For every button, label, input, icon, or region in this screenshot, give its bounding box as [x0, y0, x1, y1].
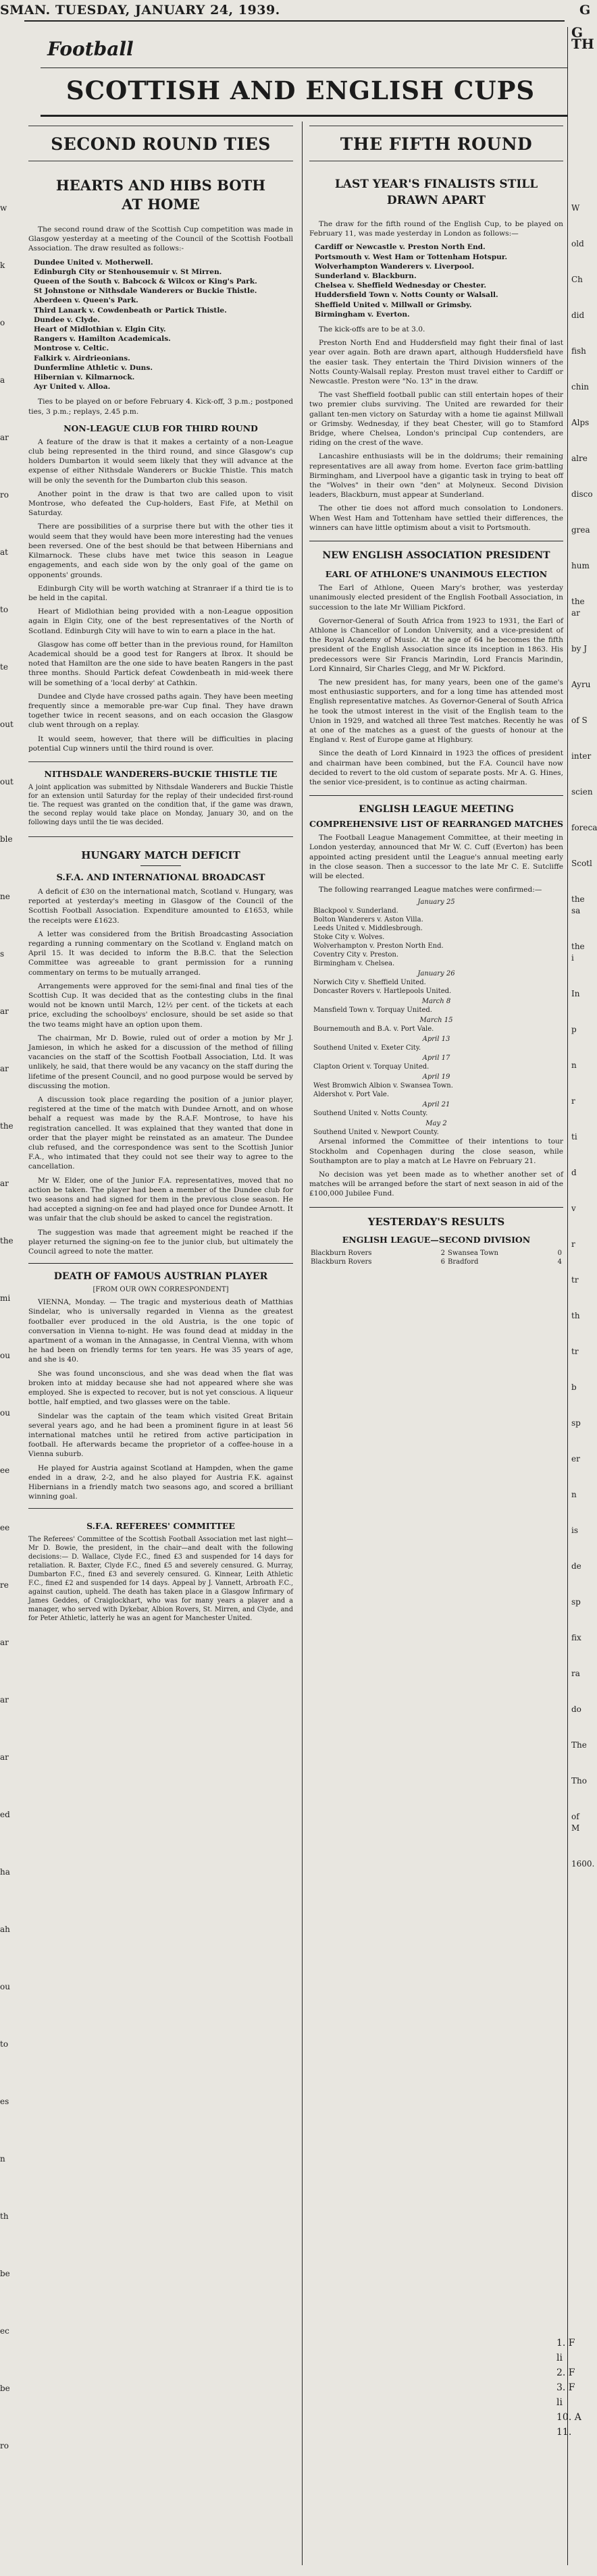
body-paragraph: Sindelar was the captain of the team which visited Great Britain several years ago, and he had been a prominent figure in at least 56 international matches until he retired from active participation in football. He afterwards became the proprietor of a coffee-house in a Vienna suburb. — [28, 1412, 293, 1459]
league-body — [309, 833, 563, 894]
fixture-date: January 26 — [417, 970, 455, 978]
death-rule — [28, 1263, 293, 1264]
sfa-heading: S.F.A. AND INTERNATIONAL BROADCAST — [56, 872, 265, 883]
left-ties-note: Ties to be played on or before February 4. Kick-off, 3 p.m.; postponed ties, 3 p.m.; replays, 2.45 p.m. — [28, 398, 293, 416]
fixture-match: Mansfield Town v. Torquay United. — [313, 1007, 432, 1015]
tie-item: Wolverhampton Wanderers v. Liverpool. — [315, 262, 475, 271]
right-edge-fragment: is — [571, 1526, 578, 1535]
non-league-heading: NON-LEAGUE CLUB FOR THIRD ROUND — [63, 423, 258, 433]
result-away-score: 4 — [557, 1258, 562, 1266]
left-title-box — [28, 126, 293, 161]
referees-text: The Referees' Committee of the Scottish Football Association met last night—Mr D. Bowie, the president, in the chair—and dealt with the following decisions:— D. Wallace, Clyde F.C., fined £3 and suspended for 14 days for retaliation. R. Baxter, Clyde F.C., fined £5 and severely censured. G. Murray, Dumbarton F.C., fined £3 and severely censured. G. Kinnear, Leith Athletic F.C., fined £2 and suspended for 14 days. Appeal by J. Vannett, Arbroath F.C., against caution, upheld. The death has taken place in a Glasgow Infirmary of James Geddes, of Craiglockhart, who was for many years a player and a manager, who served with Dykebar, Albion Rovers, St. Mirren, and Clyde, and for Peter Athletic, latterly he was an agent for Manchester United. — [28, 1536, 293, 1623]
body-paragraph: The Football League Management Committee, at their meeting in London yesterday, announced that Mr W. C. Cuff (Everton) has been appointed acting president until the League's annual meeting early in the close season. Then a successor to the late Mr C. E. Sutcliffe will be elected. — [309, 834, 563, 880]
tie-item: Queen of the South v. Babcock & Wilcox or King's Park. — [34, 277, 257, 286]
right-edge-fragment: disco — [571, 489, 593, 499]
fixture-match: Leeds United v. Middlesbrough. — [313, 925, 423, 933]
body-paragraph: There are possibilities of a surprise there but with the other ties it would seem that they would have been more interesting had the venues been reversed. One of the best should be that between Hibernians and Kilmarnock. These clubs have met twice this season in League engagements, and each side won by the only goal of the game on opponents' grounds. — [28, 522, 293, 579]
nithsdale-box — [28, 761, 293, 837]
kickoff-note: The kick-offs are to be at 3.0. — [319, 325, 425, 334]
result-home: Blackburn Rovers — [311, 1258, 372, 1266]
results-subheading: ENGLISH LEAGUE—SECOND DIVISION — [342, 1234, 531, 1245]
league-tail — [309, 1137, 563, 1198]
left-edge-fragment: a — [0, 375, 5, 385]
body-paragraph: The suggestion was made that agreement might be reached if the player returned the signing-on fee to the junior club, but ultimately the Council agreed to note the matter. — [28, 1228, 293, 1256]
fixture-match: Bournemouth and B.A. v. Port Vale. — [313, 1025, 434, 1034]
right-edge-fragment: b — [571, 1383, 577, 1392]
left-edge-fragment: mi — [0, 1293, 11, 1303]
column-divider — [302, 122, 303, 2565]
tie-item: Ayr United v. Alloa. — [34, 383, 111, 392]
body-paragraph: She was found unconscious, and she was dead when the flat was broken into at midday because she had not appeared where she was employed. She is expected to recover, but is not yet conscious. A liqueur bottle, half emptied, and two glasses were on the table. — [28, 1369, 293, 1407]
results-rule — [309, 1207, 563, 1208]
body-paragraph: A letter was considered from the British Broadcasting Association regarding a running commentary on the Scotland v. England match on April 15. It was decided to inform the B.B.C. that the Selection Committee was agreeable to grant permission for a running commentary on terms to be mutually arranged. — [28, 930, 293, 977]
body-paragraph: The new president has, for many years, been one of the game's most enthusiastic supporters, and for a long time has attended most English representative matches. As Governor-General of South Africa he took the utmost interest in the visit of the English team to the Union in 1929, and watched all three Test matches. Recently he was at one of the matches as a guest of the guests of honour at the England v. Rest of Europe game at Highbury. — [309, 678, 563, 745]
left-edge-fragment: th — [0, 2211, 9, 2221]
body-paragraph: No decision was yet been made as to whether another set of matches will be arranged before the start of next season in aid of the £100,000 Jubilee Fund. — [309, 1170, 563, 1198]
left-edge-fragment: at — [0, 547, 8, 557]
body-paragraph: Preston North End and Huddersfield may fight their final of last year over again. Both are drawn apart, although Huddersfield have the easier task. They entertain the Third Division winners of the Notts County-Walsall replay. Preston must travel either to Cardiff or Newcastle. Preston were "No. 13" in the draw. — [309, 339, 563, 386]
body-paragraph: Governor-General of South Africa from 1923 to 1931, the Earl of Athlone is Chancellor of London University, and a vice-president of the Royal Academy of Music. At the age of 64 he becomes the fifth president of the English Association since its inception in 1863. His predecessors were Sir Francis Marindin, Lord Francis Marindin, Lord Kinnaird, Sir Charles Clegg, and Mr W. Pickford. — [309, 616, 563, 673]
hungary-rule — [140, 865, 181, 866]
tie-item: Heart of Midlothian v. Elgin City. — [34, 325, 166, 334]
result-row — [309, 1249, 563, 1258]
right-edge-fragment: fix — [571, 1633, 581, 1642]
right-edge-fragment: Scotl — [571, 859, 592, 868]
body-paragraph: Heart of Midlothian being provided with a non-League opposition again in Elgin City, one of the best representatives of the North of Scotland. Edinburgh City will have to win to earn a place in the hat. — [28, 608, 293, 635]
tie-item: Huddersfield Town v. Notts County or Walsall. — [315, 291, 498, 300]
right-edge-fragment: fish — [571, 346, 586, 356]
left-edge-fragment: ah — [0, 1925, 10, 1934]
body-paragraph: The other tie does not afford much consolation to Londoners. When West Ham and Tottenham have settled their differences, the winners can have little optimism about a visit to Portsmouth. — [309, 504, 563, 532]
body-paragraph: A deficit of £30 on the international match, Scotland v. Hungary, was reported at yesterday's meeting in Glasgow of the Council of the Scottish Football Association. Expenditure amounted to £1653, while the receipts were £1623. — [28, 887, 293, 925]
tie-item: Hibernian v. Kilmarnock. — [34, 373, 135, 382]
right-edge-fragment: scien — [571, 787, 593, 797]
nithsdale-text: A joint application was submitted by Nithsdale Wanderers and Buckie Thistle for an extension until Saturday for the replay of their undecided first-round tie. The request was granted on the condition that, if the game was drawn, the second replay would take place on Monday, January 30, and on the following days until the tie was decided. — [28, 783, 293, 826]
left-edge-fragment: re — [0, 1580, 9, 1590]
tie-item: Portsmouth v. West Ham or Tottenham Hotspur. — [315, 252, 508, 261]
body-paragraph: Arsenal informed the Committee of their intentions to tour Stockholm and Copenhagen during the close season, while Southampton are to play a match at Le Havre on February 21. — [309, 1137, 563, 1165]
referees-box — [28, 1508, 293, 1623]
left-edge-fragment: ed — [0, 1810, 10, 1819]
left-edge-fragment: w — [0, 203, 7, 213]
right-edge-fragment: In — [571, 989, 580, 998]
right-subtitle: LAST YEAR'S FINALISTS STILL DRAWN APART — [334, 178, 538, 207]
english-ties-list — [315, 242, 563, 319]
right-edge-list-item: li — [556, 2353, 563, 2363]
left-title: SECOND ROUND TIES — [51, 134, 271, 154]
right-edge-fragment: Alps — [571, 418, 590, 427]
right-edge-fragment: ra — [571, 1669, 580, 1678]
left-subtitle-wrap — [28, 176, 293, 214]
result-away: Swansea Town — [448, 1249, 498, 1257]
left-edge-fragment: te — [0, 662, 8, 672]
body-paragraph: A discussion took place regarding the position of a junior player, registered at the time of the match with Dundee Arnott, and on whose behalf a request was made by the R.A.F. Montrose, to have his registration cancelled. It was explained that they wanted that done in order that the player might be reinstated as an amateur. The Dundee club refused, and the correspondence was sent to the Scottish Junior F.A., who intimated that they could not see their way to agree to the cancellation. — [28, 1096, 293, 1171]
body-paragraph: VIENNA, Monday. — The tragic and mysterious death of Matthias Sindelar, who is universally regarded in Vienna as the greatest footballer ever produced in the old Austria, is the one topic of conversation in Vienna to-night. He was found dead at midday in the apartment of a woman in the Annagasse, in Central Vienna, with whom he had been on friendly terms for ten years. He was 35 years of age, and she is 40. — [28, 1298, 293, 1364]
tie-item: Dunfermline Athletic v. Duns. — [34, 363, 153, 372]
tie-item: Falkirk v. Airdrieonians. — [34, 354, 130, 363]
league-rule — [309, 795, 563, 796]
referees-heading: S.F.A. REFEREES' COMMITTEE — [86, 1521, 235, 1532]
body-paragraph: Edinburgh City will be worth watching at Stranraer if a third tie is to be held in the capital. — [28, 584, 293, 602]
left-edge-fragment: ne — [0, 892, 10, 901]
left-edge-fragment: ha — [0, 1867, 10, 1877]
death-subheading: [FROM OUR OWN CORRESPONDENT] — [93, 1286, 229, 1294]
masthead-date: SMAN. TUESDAY, JANUARY 24, 1939. — [0, 3, 280, 18]
left-edge-fragment: k — [0, 261, 5, 270]
fixture-date: April 17 — [422, 1054, 450, 1063]
right-edge-head-line: G — [571, 24, 583, 41]
body-paragraph: The Earl of Athlone, Queen Mary's brother, was yesterday unanimously elected president of the English Football Association, in succession to the late Mr William Pickford. — [309, 584, 563, 612]
fixture-match: Birmingham v. Chelsea. — [313, 960, 395, 968]
left-edge-fragment: ou — [0, 1408, 10, 1418]
right-intro: The draw for the fifth round of the English Cup, to be played on February 11, was made yesterday in London as follows:— — [309, 220, 563, 238]
right-edge-fragment: r — [571, 1096, 575, 1106]
tie-item: Edinburgh City or Stenhousemuir v. St Mirren. — [34, 267, 222, 276]
right-edge-fragment: Tho — [571, 1776, 587, 1786]
right-edge-fragment: alre — [571, 454, 588, 463]
right-edge-head — [571, 24, 594, 52]
left-edge-fragment: n — [0, 2154, 5, 2164]
result-home-score: 2 — [440, 1249, 446, 1257]
fixture-match: West Bromwich Albion v. Swansea Town. — [313, 1082, 453, 1090]
left-edge-fragment: ou — [0, 1982, 10, 1991]
right-edge-fragment: the sa — [571, 894, 585, 915]
fixture-date: May 2 — [425, 1120, 447, 1128]
tie-item: Dundee United v. Motherwell. — [34, 258, 153, 267]
right-edge-fragment: of S — [571, 716, 588, 725]
right-edge-fragment: did — [571, 311, 585, 320]
body-paragraph: Dundee and Clyde have crossed paths again. They have been meeting frequently since a memorable pre-war Cup final. They have drawn together twice in recent seasons, and on each occasion the Glasgow club went through on a replay. — [28, 692, 293, 730]
main-headline: SCOTTISH AND ENGLISH CUPS — [66, 76, 536, 105]
body-paragraph: Arrangements were approved for the semi-final and final ties of the Scottish Cup. It was decided that as the contesting clubs in the final would not be known until March, 12½ per cent. of the tickets at each price, excluding the schoolboys' enclosure, should be set aside so that the two teams might have an option upon them. — [28, 982, 293, 1029]
result-home-score: 6 — [440, 1258, 446, 1266]
result-away: Bradford — [448, 1258, 479, 1266]
fixture-match: Southend United v. Notts County. — [313, 1110, 428, 1118]
section-label: Football — [47, 38, 134, 60]
masthead — [0, 0, 589, 19]
fa-heading: NEW ENGLISH ASSOCIATION PRESIDENT — [322, 550, 550, 562]
body-paragraph: Glasgow has come off better than in the previous round, for Hamilton Academical should be a good test for Rangers at Ibrox. It should be noted that Hamilton are the one side to have beaten Rangers in the past three months. Should Partick defeat Cowdenbeath in mid-week there will be something of a 'local derby' at Cathkin. — [28, 640, 293, 687]
result-home: Blackburn Rovers — [311, 1249, 372, 1257]
fixture-match: Bolton Wanderers v. Aston Villa. — [313, 916, 423, 924]
left-edge-fragment: s — [0, 949, 5, 959]
body-paragraph: The chairman, Mr D. Bowie, ruled out of order a motion by Mr J. Jamieson, in which he asked for a discussion of the method of filling vacancies on the staff of the Scottish Football Association, Ltd. It was unlikely, he said, that there would be any vacancy on the staff during the lifetime of the present Council, and no good purpose would be served by discussing the motion. — [28, 1034, 293, 1090]
body-paragraph: Lancashire enthusiasts will be in the doldrums; their remaining representatives are all away from home. Everton face grim-battling Birmingham, and Liverpool have a gigantic task in trying to beat off the "Wolves" in their own "den" at Molyneux. Second Division leaders, Blackburn, must appear at Sunderland. — [309, 452, 563, 500]
tie-item: Birmingham v. Everton. — [315, 310, 410, 319]
right-edge-list-item: 11. — [556, 2427, 572, 2438]
body-paragraph: He played for Austria against Scotland at Hampden, when the game ended in a draw, 2-2, and he also played for Austria F.K. against Hibernians in a friendly match two seasons ago, and scored a brilliant winning goal. — [28, 1464, 293, 1501]
fa-subheading: EARL OF ATHLONE'S UNANIMOUS ELECTION — [325, 569, 548, 580]
left-edge-fragment: ar — [0, 1179, 9, 1188]
body-paragraph: The vast Sheffield football public can still entertain hopes of their two premier clubs surviving. The United are rewarded for their gallant ten-men victory on Saturday with a home tie against Millwall or Grimsby. Wednesday, if they beat Chester, will go to Stamford Bridge, where Chelsea, London's principal Cup contenders, are riding on the crest of the wave. — [309, 391, 563, 448]
left-edge-fragment: es — [0, 2097, 9, 2106]
tie-item: Rangers v. Hamilton Academicals. — [34, 335, 171, 344]
left-subtitle: HEARTS AND HIBS BOTH AT HOME — [55, 177, 266, 213]
tie-item: Chelsea v. Sheffield Wednesday or Chester. — [315, 281, 487, 290]
right-edge-fragment: the i — [571, 942, 585, 963]
results-heading: YESTERDAY'S RESULTS — [367, 1215, 505, 1228]
fixture-match: Aldershot v. Port Vale. — [313, 1091, 390, 1099]
hungary-body — [28, 887, 293, 1256]
right-edge-fragment: Ayru — [571, 680, 591, 689]
league-subheading: COMPREHENSIVE LIST OF REARRANGED MATCHES — [309, 819, 564, 830]
right-edge-fragment: inter — [571, 751, 592, 761]
left-edge-fragment: out — [0, 777, 14, 786]
scottish-ties-list — [34, 258, 293, 392]
right-edge-fragment: do — [571, 1705, 581, 1714]
right-edge-head-line: TH — [571, 36, 594, 52]
right-edge-fragment: r — [571, 1239, 575, 1249]
fixture-match: Coventry City v. Preston. — [313, 951, 399, 959]
right-edge-fragment: foreca — [571, 823, 597, 832]
left-edge-fragment: to — [0, 605, 9, 614]
fixture-date: April 21 — [422, 1101, 450, 1109]
left-edge-fragment: ble — [0, 834, 13, 844]
masthead-rule — [24, 20, 565, 22]
body-paragraph: Since the death of Lord Kinnaird in 1923 the offices of president and chairman have been combined, but the F.A. Council have now decided to revert to the old custom of separate posts. Mr A. G. Hines, the senior vice-president, is to continue as acting chairman. — [309, 749, 563, 786]
right-edge-fragment: d — [571, 1168, 577, 1177]
right-edge-fragment: n — [571, 1061, 577, 1070]
right-title: THE FIFTH ROUND — [340, 134, 533, 154]
tie-item: Sheffield United v. Millwall or Grimsby. — [315, 300, 472, 309]
right-edge-list-item: li — [556, 2397, 563, 2408]
left-edge-fragment: ar — [0, 1752, 9, 1762]
left-body — [28, 437, 293, 753]
left-edge-fragment: ar — [0, 1638, 9, 1647]
right-title-box — [309, 126, 563, 161]
right-edge-fragment: W — [571, 203, 580, 213]
left-edge-fragment: to — [0, 2039, 9, 2049]
left-edge-fragment: the — [0, 1121, 14, 1131]
left-edge-fragment: be — [0, 2384, 10, 2393]
body-paragraph: The following rearranged League matches were confirmed:— — [319, 886, 542, 894]
right-edge-fragment: the ar — [571, 597, 585, 618]
fixture-match: Southend United v. Exeter City. — [313, 1044, 421, 1052]
fixture-match: Stoke City v. Wolves. — [313, 934, 385, 942]
left-edge-fragment: ro — [0, 2441, 9, 2450]
right-column — [309, 126, 563, 2569]
right-edge-list-item: 10. A — [556, 2412, 581, 2423]
right-edge-fragment: hum — [571, 561, 590, 570]
right-edge-fragment: sp — [571, 1597, 581, 1607]
right-edge-list-item: 3. F — [556, 2382, 575, 2393]
fixture-date: April 19 — [422, 1073, 450, 1081]
left-edge-fragment: out — [0, 720, 14, 729]
fixture-date: March 15 — [419, 1017, 453, 1025]
right-edge-fragment: grea — [571, 525, 590, 535]
right-edge-fragment: er — [571, 1454, 580, 1464]
result-row — [309, 1258, 563, 1266]
body-paragraph: Another point in the draw is that two are called upon to visit Montrose, who defeated the Cup-holders, East Fife, at Methil on Saturday. — [28, 489, 293, 518]
death-heading: DEATH OF FAMOUS AUSTRIAN PLAYER — [53, 1271, 268, 1283]
left-intro: The second round draw of the Scottish Cup competition was made in Glasgow yesterday at a meeting of the Council of the Scottish Football Association. The draw resulted as follows:- — [28, 225, 293, 253]
left-edge-fragment: o — [0, 318, 5, 327]
right-column-divider — [567, 27, 568, 2565]
fixtures-list — [309, 898, 563, 1137]
right-edge-fragment: p — [571, 1025, 577, 1034]
nithsdale-heading: NITHSDALE WANDERERS-BUCKIE THISTLE TIE — [44, 768, 278, 779]
fa-body — [309, 583, 563, 787]
tie-item: Aberdeen v. Queen's Park. — [34, 296, 138, 305]
right-edge-fragment: chin — [571, 382, 590, 392]
right-edge-fragment: of M — [571, 1812, 580, 1833]
fixture-date: January 25 — [417, 898, 455, 907]
right-edge-fragment: v — [571, 1204, 576, 1213]
tie-item: Dundee v. Clyde. — [34, 315, 101, 324]
right-edge-fragment: 1600. — [571, 1859, 595, 1869]
left-edge-fragment: ee — [0, 1466, 10, 1475]
left-edge-fragment: ou — [0, 1351, 10, 1360]
tie-item: Third Lanark v. Cowdenbeath or Partick Thistle. — [34, 306, 227, 315]
left-edge-fragment: ec — [0, 2326, 9, 2336]
fixture-match: Blackpool v. Sunderland. — [313, 907, 398, 915]
right-edge-list-item: 1. F — [556, 2338, 575, 2349]
fixture-match: Clapton Orient v. Torquay United. — [313, 1063, 430, 1071]
tie-item: St Johnstone or Nithsdale Wanderers or Buckie Thistle. — [34, 287, 257, 296]
left-edge-fragment: be — [0, 2269, 10, 2278]
right-subtitle-wrap — [309, 176, 563, 209]
left-edge-fragment: ar — [0, 433, 9, 442]
right-edge-list-item: 2. F — [556, 2367, 575, 2378]
right-body — [309, 338, 563, 533]
death-body — [28, 1297, 293, 1501]
right-edge-fragment: n — [571, 1490, 577, 1499]
right-edge-fragment: by J — [571, 644, 588, 653]
right-edge-fragment: de — [571, 1561, 581, 1571]
body-paragraph: It would seem, however, that there will be difficulties in placing potential Cup winners until the third round is over. — [28, 734, 293, 753]
masthead-next-page: G — [579, 3, 591, 18]
tie-item: Montrose v. Celtic. — [34, 344, 109, 353]
left-edge-fragment: the — [0, 1236, 14, 1245]
right-edge-fragment: th — [571, 1311, 580, 1320]
right-edge-fragment: tr — [571, 1347, 579, 1356]
fixture-match: Doncaster Rovers v. Hartlepools United. — [313, 988, 452, 996]
tie-item: Sunderland v. Blackburn. — [315, 272, 417, 281]
headline-rule — [41, 115, 567, 117]
fixture-match: Wolverhampton v. Preston North End. — [313, 942, 444, 950]
left-edge-fragment: ar — [0, 1695, 9, 1705]
right-edge-fragment: old — [571, 239, 584, 248]
body-paragraph: A feature of the draw is that it makes a certainty of a non-League club being represented in the third round, and since Glasgow's cup holders Dumbarton it would seem likely that they will advance at the expense of either Nithsdale Wanderers or Buckie Thistle. This match will be only the seventh for the Dumbarton club this season. — [28, 437, 293, 485]
left-edge-fragments — [0, 203, 20, 2552]
fixture-match: Norwich City v. Sheffield United. — [313, 979, 426, 987]
right-edge-fragment: sp — [571, 1418, 581, 1428]
right-edge-fragments — [571, 203, 597, 1869]
left-edge-fragment: ar — [0, 1007, 9, 1016]
league-heading: ENGLISH LEAGUE MEETING — [359, 804, 514, 815]
left-edge-fragment: ee — [0, 1523, 10, 1532]
result-away-score: 0 — [557, 1249, 562, 1257]
fixture-date: April 13 — [422, 1036, 450, 1044]
body-paragraph: Mr W. Elder, one of the Junior F.A. representatives, moved that no action be taken. The player had been a member of the Dundee club for two seasons and had signed for them in the previous close season. He had accepted a signing-on fee and had played once for Dundee Arnott. It was unfair that the club should be asked to cancel the registration. — [28, 1176, 293, 1223]
right-edge-fragment: Ch — [571, 275, 583, 284]
right-edge-fragment: tr — [571, 1275, 579, 1285]
left-edge-fragment: ro — [0, 490, 9, 500]
right-edge-fragment: The — [571, 1740, 587, 1750]
left-column — [28, 126, 293, 2569]
fixture-date: March 8 — [421, 998, 451, 1006]
results-table — [309, 1249, 563, 1266]
left-edge-fragment: ar — [0, 1064, 9, 1073]
right-edge-fragment: ti — [571, 1132, 577, 1142]
hungary-heading: HUNGARY MATCH DEFICIT — [81, 849, 240, 861]
fixture-match: Southend United v. Newport County. — [313, 1129, 439, 1137]
tie-item: Cardiff or Newcastle v. Preston North End. — [315, 243, 486, 252]
